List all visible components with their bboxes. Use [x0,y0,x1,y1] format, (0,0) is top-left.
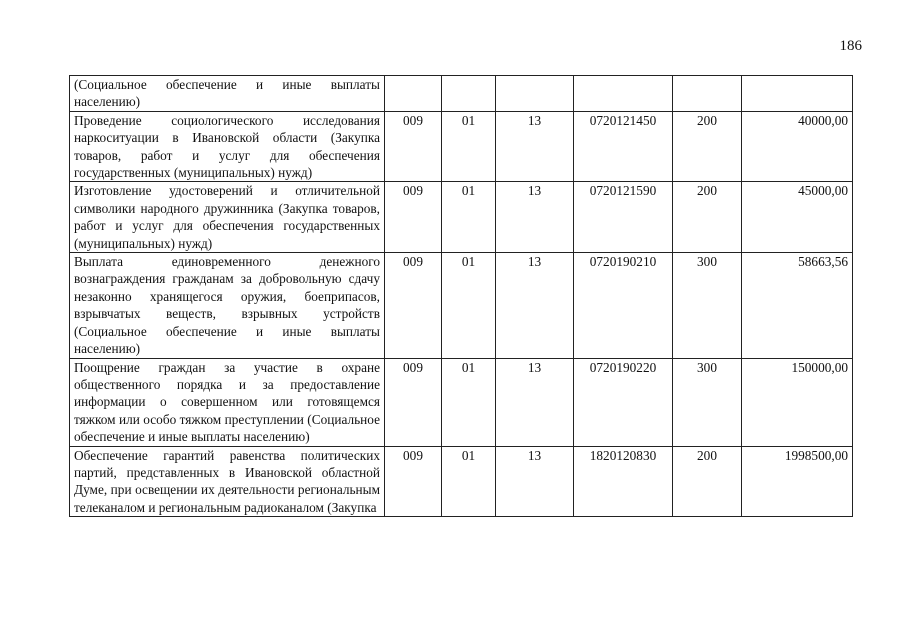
expense-type-code: 200 [673,111,742,182]
subsection-code [496,76,574,112]
amount-value: 40000,00 [742,111,853,182]
ministry-code: 009 [385,111,442,182]
expense-type-code [673,76,742,112]
expense-type-code: 300 [673,253,742,358]
subsection-code: 13 [496,446,574,517]
subsection-code: 13 [496,182,574,253]
amount-value [742,76,853,112]
ministry-code [385,76,442,112]
target-article-code: 0720190220 [574,358,673,446]
expense-type-code: 200 [673,182,742,253]
ministry-code: 009 [385,253,442,358]
row-description: Поощрение граждан за участие в охране общественного порядка и за предоставление информации о совершенном или готовящемся тяжком или особо тяжком преступлении (Социальное обеспечение и иные выплаты населению) [70,358,385,446]
target-article-code [574,76,673,112]
row-description: Изготовление удостоверений и отличительной символики народного дружинника (Закупка товаров, работ и услуг для обеспечения государственных (муниципальных) нужд) [70,182,385,253]
target-article-code: 0720190210 [574,253,673,358]
ministry-code: 009 [385,446,442,517]
budget-table [69,75,853,517]
section-code: 01 [442,111,496,182]
row-description: Проведение социологического исследования наркоситуации в Ивановской области (Закупка товаров, работ и услуг для обеспечения государственных (муниципальных) нужд) [70,111,385,182]
target-article-code: 0720121450 [574,111,673,182]
subsection-code: 13 [496,358,574,446]
subsection-code: 13 [496,253,574,358]
section-code: 01 [442,446,496,517]
table-row [70,358,853,446]
amount-value: 150000,00 [742,358,853,446]
target-article-code: 1820120830 [574,446,673,517]
budget-table-body [70,76,853,517]
expense-type-code: 200 [673,446,742,517]
ministry-code: 009 [385,358,442,446]
subsection-code: 13 [496,111,574,182]
row-description: (Социальное обеспечение и иные выплаты населению) [70,76,385,112]
table-row [70,76,853,112]
table-row [70,111,853,182]
amount-value: 58663,56 [742,253,853,358]
expense-type-code: 300 [673,358,742,446]
table-row [70,182,853,253]
section-code: 01 [442,182,496,253]
amount-value: 1998500,00 [742,446,853,517]
page-number: 186 [839,38,862,54]
table-row [70,446,853,517]
ministry-code: 009 [385,182,442,253]
amount-value: 45000,00 [742,182,853,253]
section-code: 01 [442,358,496,446]
row-description: Выплата единовременного денежного вознаграждения гражданам за добровольную сдачу незаконно хранящегося оружия, боеприпасов, взрывчатых веществ, взрывных устройств (Социальное обеспечение и иные выплаты населению) [70,253,385,358]
table-row [70,253,853,358]
row-description: Обеспечение гарантий равенства политических партий, представленных в Ивановской областной Думе, при освещении их деятельности региональным телеканалом и региональным радиоканалом (Закупка [70,446,385,517]
target-article-code: 0720121590 [574,182,673,253]
section-code [442,76,496,112]
section-code: 01 [442,253,496,358]
